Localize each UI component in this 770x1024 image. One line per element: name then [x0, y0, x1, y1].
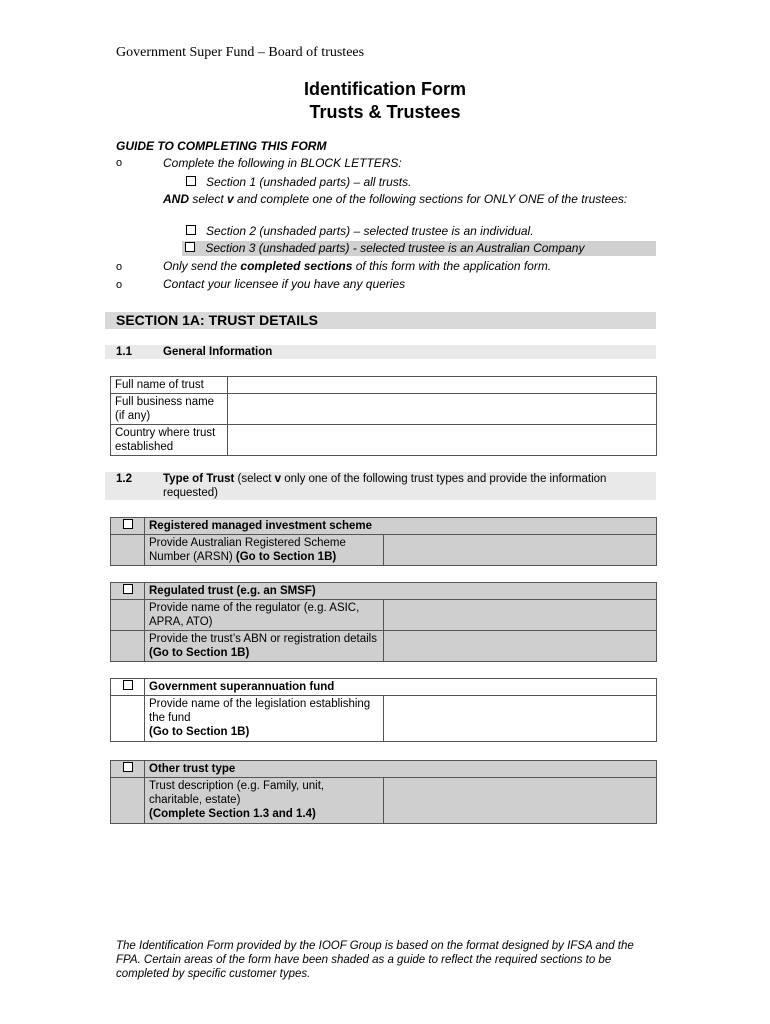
arsn-field[interactable]: [384, 535, 657, 566]
checkbox-icon: [123, 762, 133, 772]
label-country: Country where trust established: [111, 425, 228, 456]
form-subtitle: Trusts & Trustees: [309, 102, 461, 122]
table-row: [111, 425, 657, 456]
checkbox-icon: [123, 680, 133, 690]
spacer-cell: [111, 696, 145, 742]
description-label-bold: (Complete Section 1.3 and 1.4): [149, 808, 316, 820]
spacer-cell: [111, 778, 145, 824]
checkbox-icon: [186, 176, 196, 186]
table-row: [111, 583, 657, 600]
table-row: [111, 778, 657, 824]
arsn-label: [145, 535, 384, 566]
guide-sub-section1: [186, 175, 411, 190]
trust-type-regulated: [110, 582, 657, 662]
legislation-label-text: Provide name of the legislation establishing the fund: [149, 698, 371, 724]
section-1a-title: SECTION 1A: TRUST DETAILS: [116, 312, 318, 328]
other-title: Other trust type: [145, 761, 657, 778]
regulator-label: Provide name of the regulator (e.g. ASIC, APRA, ATO): [145, 600, 384, 631]
trust-type-government-super: [110, 678, 657, 742]
guide-item-contact: Contact your licensee if you have any queries: [163, 277, 406, 291]
trust-type-other: [110, 760, 657, 824]
section-1-1-heading: [105, 345, 656, 359]
section-1-2-title: Type of Trust: [163, 473, 235, 485]
checkbox-other[interactable]: [111, 761, 145, 778]
spacer-cell: [111, 600, 145, 631]
checkbox-managed-investment[interactable]: [111, 518, 145, 535]
abn-label-text: Provide the trust’s ABN or registration details: [149, 633, 377, 645]
checkbox-government-super[interactable]: [111, 679, 145, 696]
description-label-text: Trust description (e.g. Family, unit, charitable, estate): [149, 780, 325, 806]
spacer-cell: [111, 535, 145, 566]
bullet-1: o: [116, 157, 123, 169]
checkbox-icon: [123, 519, 133, 529]
label-business-name: Full business name (if any): [111, 394, 228, 425]
legislation-label-bold: (Go to Section 1B): [149, 726, 250, 738]
abn-label-bold: (Go to Section 1B): [149, 647, 250, 659]
guide-sub-section2-text: Section 2 (unshaded parts) – selected trustee is an individual.: [206, 224, 534, 238]
bullet-3: o: [116, 279, 123, 291]
country-field[interactable]: [228, 425, 657, 456]
s12-v: v: [274, 473, 282, 485]
arsn-label-bold: (Go to Section 1B): [235, 551, 337, 563]
item2-pre: Only send the: [163, 259, 241, 273]
section-1-2-text: [163, 472, 643, 500]
guide-sub-section2: [186, 224, 534, 239]
and-text1: select: [189, 192, 228, 206]
table-row: [111, 631, 657, 662]
checkbox-icon: [186, 225, 196, 235]
item2-post: of this form with the application form.: [352, 259, 552, 273]
abn-field[interactable]: [384, 631, 657, 662]
business-name-field[interactable]: [228, 394, 657, 425]
bullet-2: o: [116, 261, 123, 273]
section-1-2-heading: [105, 472, 656, 500]
guide-and-instruction: [163, 192, 633, 207]
legislation-field[interactable]: [384, 696, 657, 742]
table-row: [111, 696, 657, 742]
regulator-field[interactable]: [384, 600, 657, 631]
spacer-cell: [111, 631, 145, 662]
table-row: [111, 518, 657, 535]
s12-post: only one of the following trust types and provide the information requested): [163, 473, 607, 499]
section-1-1-number: 1.1: [116, 346, 132, 358]
guide-item-completed-sections: [163, 259, 551, 274]
checkbox-icon: [185, 242, 195, 252]
guide-sub-section1-text: Section 1 (unshaded parts) – all trusts.: [206, 175, 412, 189]
table-row: [111, 600, 657, 631]
guide-heading: GUIDE TO COMPLETING THIS FORM: [116, 139, 327, 153]
and-v: v: [227, 192, 234, 206]
and-text2: and complete one of the following sections for ONLY ONE of the trustees:: [233, 192, 628, 206]
description-field[interactable]: [384, 778, 657, 824]
table-row: [111, 761, 657, 778]
checkbox-icon: [123, 584, 133, 594]
section-1-1-title: General Information: [163, 346, 273, 358]
checkbox-regulated[interactable]: [111, 583, 145, 600]
trust-name-field[interactable]: [228, 377, 657, 394]
general-info-table: [110, 376, 657, 456]
managed-investment-title: Registered managed investment scheme: [145, 518, 657, 535]
abn-label: [145, 631, 384, 662]
table-row: [111, 394, 657, 425]
arsn-label-text: Provide Australian Registered Scheme Number (ARSN): [149, 537, 346, 563]
document-header: Government Super Fund – Board of trustees: [116, 45, 365, 60]
table-row: [111, 377, 657, 394]
form-title: Identification Form: [304, 79, 466, 99]
guide-item-block-letters: Complete the following in BLOCK LETTERS:: [163, 156, 402, 170]
trust-type-managed-investment: [110, 517, 657, 566]
s12-pre: (select: [234, 473, 275, 485]
section-1-2-number: 1.2: [116, 473, 132, 485]
government-super-title: Government superannuation fund: [145, 679, 657, 696]
and-label: AND: [163, 192, 189, 206]
regulated-title: Regulated trust (e.g. an SMSF): [145, 583, 657, 600]
guide-sub-section3-text: Section 3 (unshaded parts) - selected trustee is an Australian Company: [205, 241, 585, 255]
item2-bold: completed sections: [240, 259, 353, 273]
legislation-label: [145, 696, 384, 742]
footer-note: The Identification Form provided by the IOOF Group is based on the format designed by IFSA and the FPA. Certain areas of the form have been shaded as a guide to reflect the required sections to be completed by specific customer types.: [116, 940, 634, 980]
table-row: [111, 535, 657, 566]
section-1a-heading: [105, 312, 656, 329]
table-row: [111, 679, 657, 696]
guide-sub-section3: [182, 241, 656, 256]
label-trust-name: Full name of trust: [111, 377, 228, 394]
description-label: [145, 778, 384, 824]
